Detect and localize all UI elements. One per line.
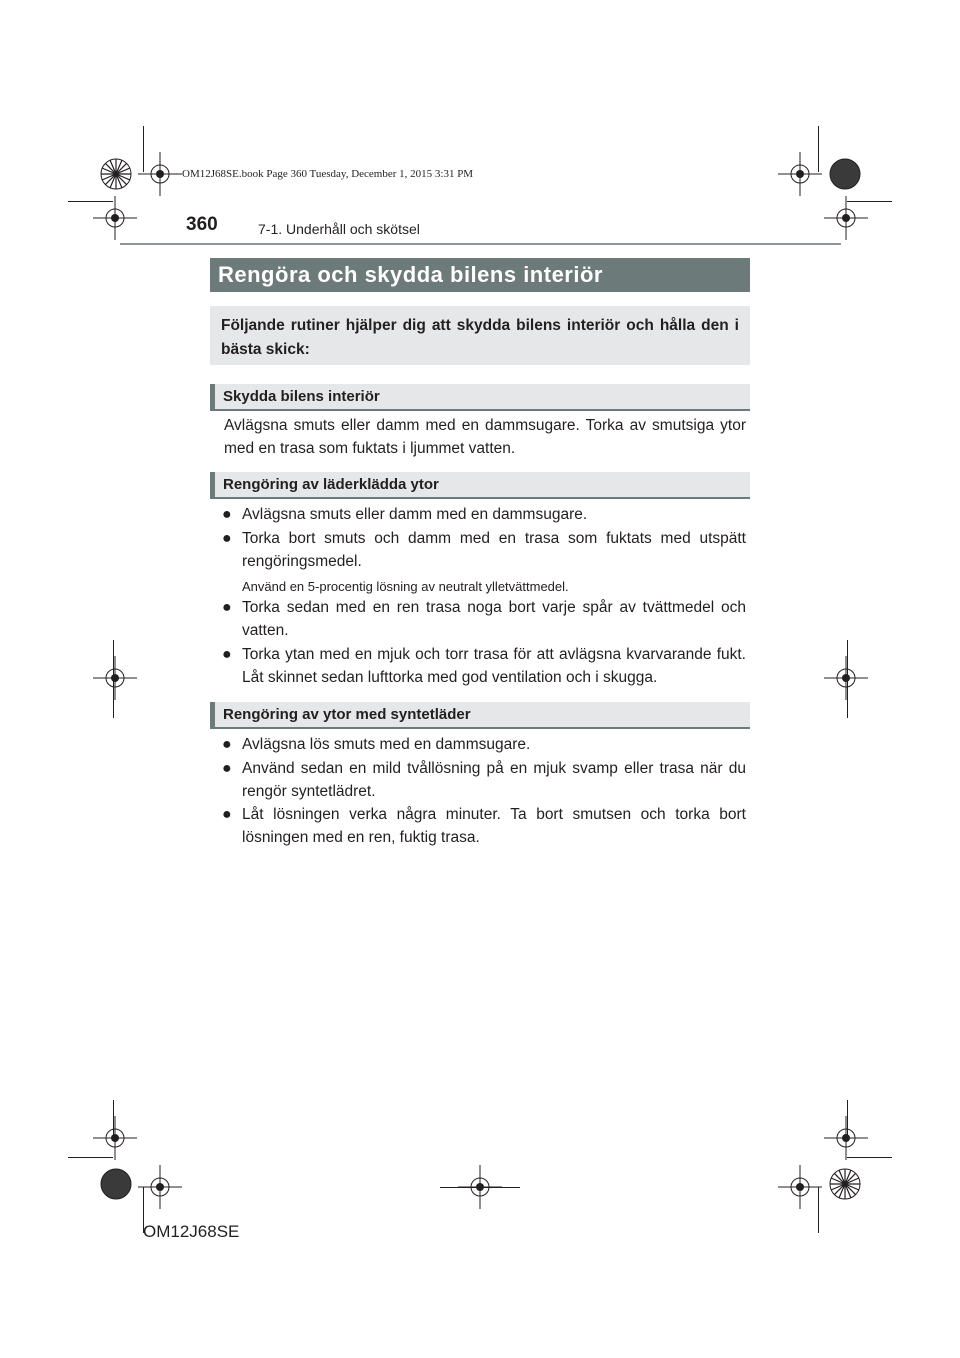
crop-line [440, 1187, 520, 1188]
bullet-icon: ● [222, 736, 232, 753]
dilution-note: Använd en 5-procentig lösning av neutralt ylletvättmedel. [242, 579, 569, 594]
crop-line [143, 126, 144, 172]
list-item-text: Torka bort smuts och damm med en trasa som fuktats med utspätt rengöringsmedel. [242, 530, 746, 570]
section-heading-synthetic: Rengöring av ytor med syntetläder [210, 702, 750, 729]
page-title: Rengöra och skydda bilens interiör [210, 258, 750, 292]
crop-line [113, 640, 114, 718]
list-item-text: Avlägsna smuts eller damm med en dammsugare. [242, 506, 588, 523]
list-item-text: Låt lösningen verka några minuter. Ta bort smutsen och torka bort lösningen med en ren, fuktig trasa. [242, 806, 746, 846]
crop-line [847, 1157, 892, 1158]
list-item [222, 803, 746, 849]
bullet-icon: ● [222, 506, 232, 523]
bullet-icon: ● [222, 530, 232, 547]
crop-line [847, 1100, 848, 1140]
list-item [222, 643, 746, 689]
bullet-icon: ● [222, 806, 232, 823]
section-heading-leather: Rengöring av läderklädda ytor [210, 472, 750, 499]
bullet-icon: ● [222, 646, 232, 663]
list-item [222, 596, 746, 642]
crop-line [847, 201, 892, 202]
crop-line [113, 1100, 114, 1140]
crosshair-icon [824, 196, 868, 240]
crop-line [818, 1187, 819, 1233]
header-rule [120, 243, 841, 245]
list-item [222, 757, 746, 803]
list-item [222, 503, 746, 526]
crosshair-icon [93, 656, 137, 700]
list-item-text: Använd sedan en mild tvållösning på en mjuk svamp eller trasa när du rengör syntetlädret. [242, 760, 746, 800]
list-item-text: Torka sedan med en ren trasa noga bort varje spår av tvättmedel och vatten. [242, 599, 746, 639]
page-number: 360 [186, 214, 218, 235]
crosshair-icon [138, 152, 182, 196]
crop-line [68, 201, 113, 202]
crosshair-icon [778, 1165, 822, 1209]
crosshair-icon [93, 1116, 137, 1160]
crosshair-icon [93, 196, 137, 240]
list-item-text: Torka ytan med en mjuk och torr trasa för att avlägsna kvarvarande fukt. Låt skinnet sedan lufttorka med god ventilation och i skugga. [242, 646, 746, 686]
section-text-protect: Avlägsna smuts eller damm med en dammsugare. Torka av smutsiga ytor med en trasa som fuktats i ljummet vatten. [224, 417, 746, 457]
list-item-text: Avlägsna lös smuts med en dammsugare. [242, 736, 531, 753]
bullet-icon: ● [222, 760, 232, 777]
section-header: 7-1. Underhåll och skötsel [258, 221, 420, 237]
crosshair-icon [778, 152, 822, 196]
registration-disc-icon [829, 1168, 861, 1200]
crop-line [68, 1157, 113, 1158]
registration-disc-icon [100, 158, 132, 190]
list-item [222, 733, 746, 756]
intro-text: Följande rutiner hjälper dig att skydda bilens interiör och hålla den i bästa skick: [221, 317, 739, 358]
list-item [222, 527, 746, 573]
book-info-line: OM12J68SE.book Page 360 Tuesday, December 1, 2015 3:31 PM [182, 168, 474, 180]
solid-disc-icon [829, 158, 861, 190]
crop-line [847, 640, 848, 718]
footer-document-code: OM12J68SE [143, 1222, 240, 1241]
bullet-icon: ● [222, 599, 232, 616]
intro-box [210, 306, 750, 365]
section-heading-protect: Skydda bilens interiör [210, 384, 750, 411]
solid-disc-icon [100, 1168, 132, 1200]
crosshair-icon [824, 656, 868, 700]
crosshair-icon [138, 1165, 182, 1209]
crosshair-icon [824, 1116, 868, 1160]
crop-line [818, 126, 819, 172]
